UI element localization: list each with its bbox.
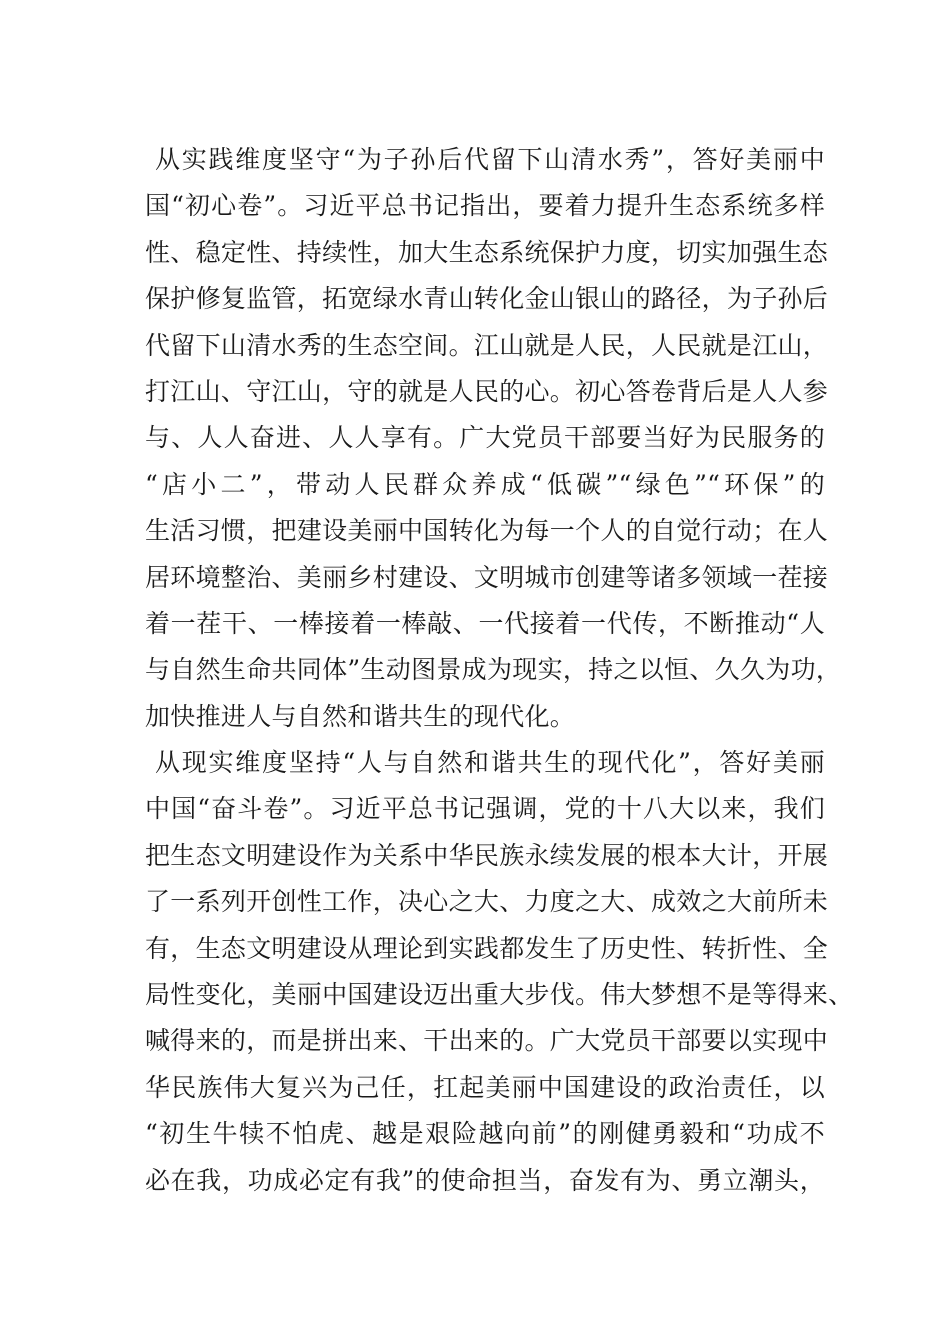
text-line: 生活习惯，把建设美丽中国转化为每一个人的自觉行动；在人 bbox=[145, 516, 829, 546]
text-line: 着一茬干、一棒接着一棒敲、一代接着一代传，不断推动“人 bbox=[145, 608, 825, 638]
text-line: 打江山、守江山，守的就是人民的心。初心答卷背后是人人参 bbox=[145, 376, 829, 406]
text-line: 喊得来的，而是拼出来、干出来的。广大党员干部要以实现中 bbox=[145, 1026, 829, 1056]
text-line: 代留下山清水秀的生态空间。江山就是人民，人民就是江山， bbox=[145, 330, 829, 360]
text-line: 局性变化，美丽中国建设迈出重大步伐。伟大梦想不是等得来、 bbox=[145, 980, 854, 1010]
text-line: 国“初心卷”。习近平总书记指出，要着力提升生态系统多样 bbox=[145, 191, 825, 221]
text-line: “初生牛犊不怕虎、越是艰险越向前”的刚健勇毅和“功成不 bbox=[145, 1119, 825, 1149]
text-line: 性、稳定性、持续性，加大生态系统保护力度，切实加强生态 bbox=[145, 237, 829, 267]
text-line: 必在我，功成必定有我”的使命担当，奋发有为、勇立潮头， bbox=[145, 1165, 825, 1195]
text-line: 把生态文明建设作为关系中华民族永续发展的根本大计，开展 bbox=[145, 840, 829, 870]
paragraph-2 bbox=[145, 740, 854, 1204]
text-line: 华民族伟大复兴为己任，扛起美丽中国建设的政治责任，以 bbox=[145, 1072, 825, 1102]
text-line: 从现实维度坚持“人与自然和谐共生的现代化”，答好美丽 bbox=[155, 748, 825, 778]
text-line: 居环境整治、美丽乡村建设、文明城市创建等诸多领域一茬接 bbox=[145, 562, 829, 592]
text-line: 与自然生命共同体”生动图景成为现实，持之以恒、久久为功， bbox=[145, 655, 842, 685]
text-line: 有，生态文明建设从理论到实践都发生了历史性、转折性、全 bbox=[145, 933, 829, 963]
text-line: 从实践维度坚守“为子孙后代留下山清水秀”，答好美丽中 bbox=[155, 145, 825, 174]
text-line: 中国“奋斗卷”。习近平总书记强调，党的十八大以来，我们 bbox=[145, 794, 825, 824]
text-line: 加快推进人与自然和谐共生的现代化。 bbox=[145, 701, 576, 731]
text-line: 保护修复监管，拓宽绿水青山转化金山银山的路径，为子孙后 bbox=[145, 284, 829, 314]
paragraph-1 bbox=[145, 137, 842, 740]
text-line: 与、人人奋进、人人享有。广大党员干部要当好为民服务的 bbox=[145, 423, 825, 453]
text-line: “店小二”，带动人民群众养成“低碳”“绿色”“环保”的 bbox=[145, 469, 825, 499]
text-line: 了一系列开创性工作，决心之大、力度之大、成效之大前所未 bbox=[145, 887, 829, 917]
document-body bbox=[145, 137, 854, 1204]
